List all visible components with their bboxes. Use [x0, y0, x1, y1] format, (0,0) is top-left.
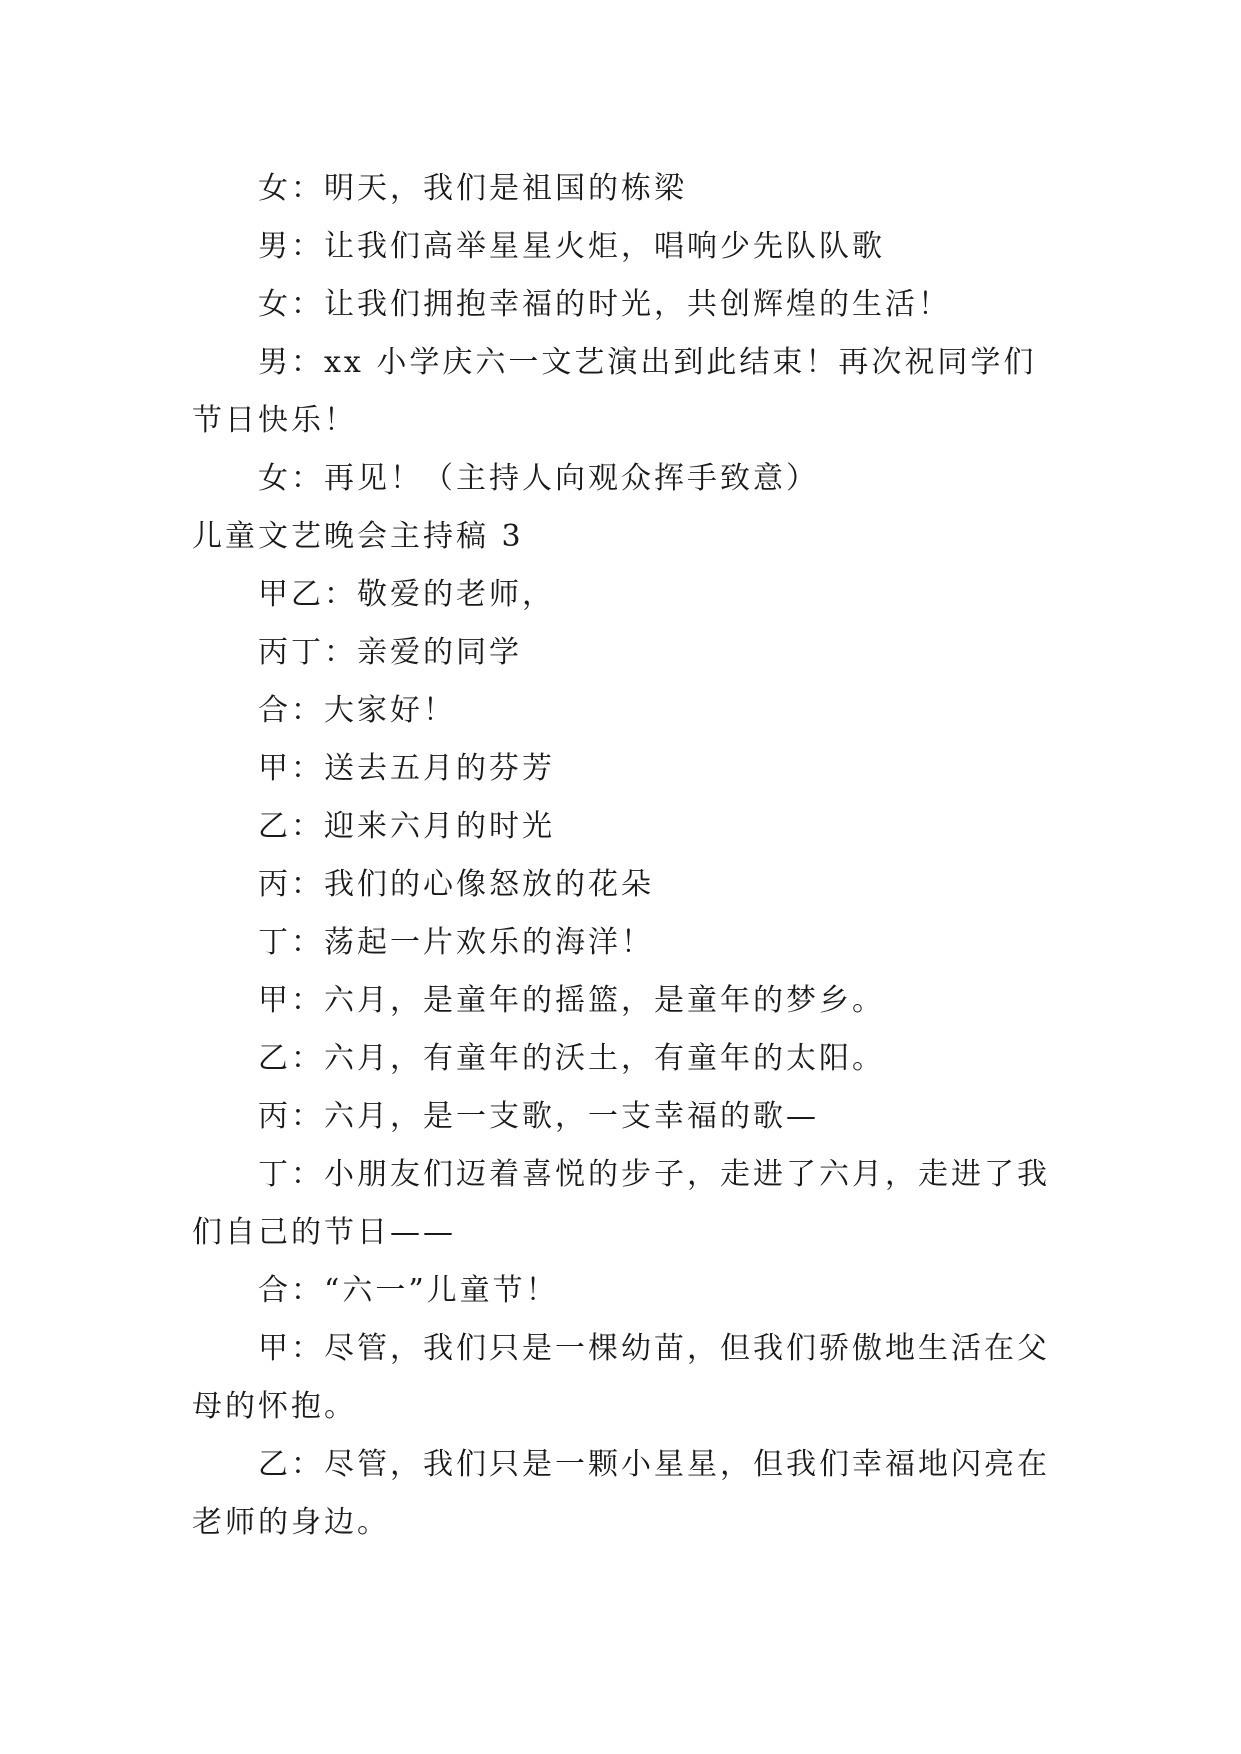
- document-body: [192, 160, 1052, 1552]
- paragraph: 丙：六月，是一支歌，一支幸福的歌—: [258, 1099, 819, 1134]
- paragraph: 乙：六月，有童年的沃土，有童年的太阳。: [258, 1041, 885, 1076]
- paragraph: 甲：六月，是童年的摇篮，是童年的梦乡。: [258, 983, 885, 1018]
- paragraph: 合：大家好！: [258, 693, 456, 728]
- paragraph: 丁：小朋友们迈着喜悦的步子，走进了六月，走进了我们自己的节日——: [192, 1157, 1050, 1250]
- paragraph: 女：再见！（主持人向观众挥手致意）: [258, 461, 819, 496]
- paragraph: 丙丁：亲爱的同学: [258, 635, 522, 670]
- paragraph: 男：让我们高举星星火炬，唱响少先队队歌: [258, 229, 885, 264]
- paragraph: 甲：送去五月的芬芳: [258, 751, 555, 786]
- paragraph: 甲：尽管，我们只是一棵幼苗，但我们骄傲地生活在父母的怀抱。: [192, 1331, 1050, 1424]
- paragraph: 男：xx 小学庆六一文艺演出到此结束！再次祝同学们节日快乐！: [192, 345, 1037, 438]
- paragraph: 甲乙：敬爱的老师，: [258, 577, 555, 612]
- paragraph: 合：“六一”儿童节！: [258, 1273, 559, 1308]
- section-heading: 儿童文艺晚会主持稿 3: [192, 519, 524, 554]
- paragraph: 乙：尽管，我们只是一颗小星星，但我们幸福地闪亮在老师的身边。: [192, 1447, 1050, 1540]
- paragraph: 女：让我们拥抱幸福的时光，共创辉煌的生活！: [258, 287, 951, 322]
- paragraph: 女：明天，我们是祖国的栋梁: [258, 171, 687, 206]
- paragraph: 乙：迎来六月的时光: [258, 809, 555, 844]
- paragraph: 丙：我们的心像怒放的花朵: [258, 867, 654, 902]
- paragraph: 丁：荡起一片欢乐的海洋！: [258, 925, 654, 960]
